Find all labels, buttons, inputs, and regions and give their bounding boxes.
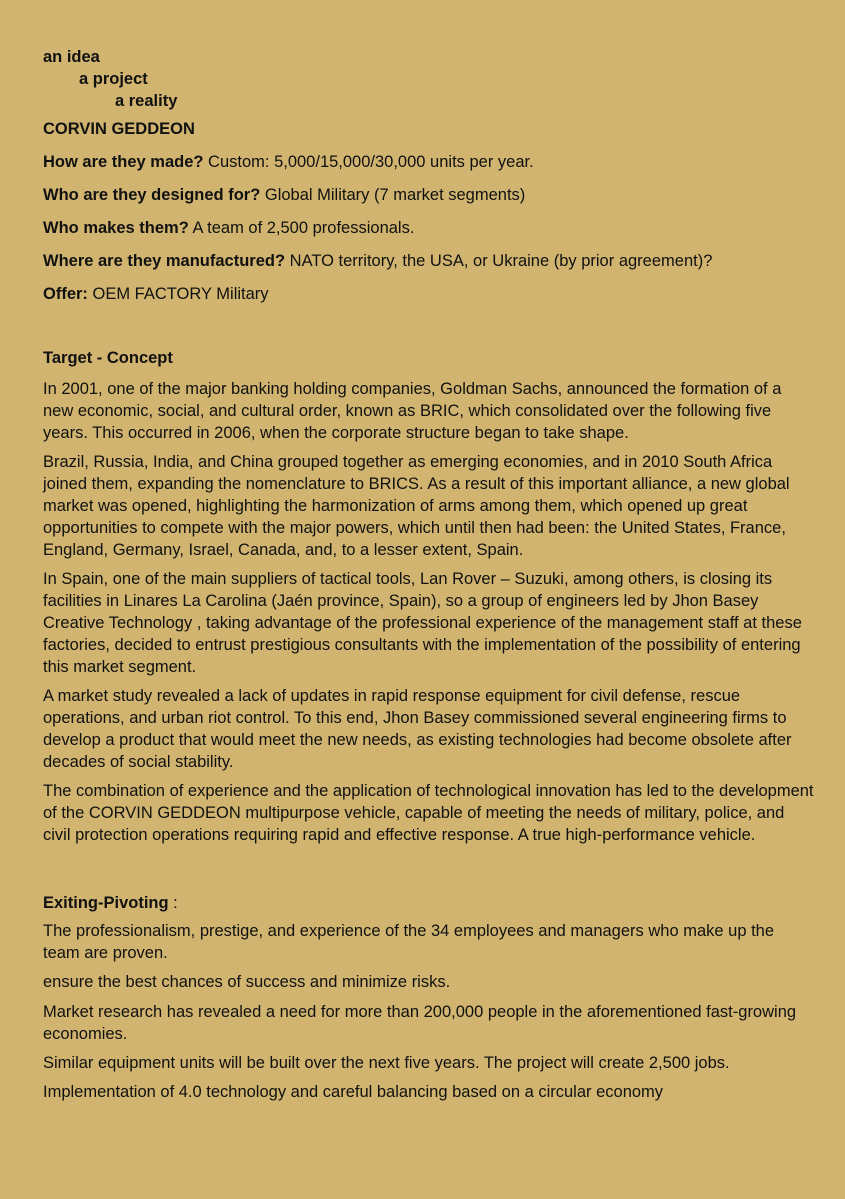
- tagline-line-2: a project: [79, 70, 148, 88]
- tagline-line-1: an idea: [43, 48, 100, 66]
- target-concept-section: [43, 378, 815, 846]
- qa-question: Who are they designed for?: [43, 186, 261, 204]
- exiting-pivoting-title: Exiting-Pivoting: [43, 894, 169, 912]
- qa-question: Offer:: [43, 285, 88, 303]
- tagline-line-3: a reality: [115, 92, 178, 110]
- qa-item-designed-for: [43, 184, 815, 206]
- qa-answer: A team of 2,500 professionals.: [188, 219, 415, 237]
- qa-answer: Custom: 5,000/15,000/30,000 units per year.: [203, 153, 534, 171]
- exiting-pivoting-heading: [43, 892, 815, 914]
- qa-question: How are they made?: [43, 153, 204, 171]
- exiting-pivoting-suffix: :: [168, 894, 178, 912]
- qa-question: Where are they manufactured?: [43, 252, 286, 270]
- qa-question: Who makes them?: [43, 219, 189, 237]
- paragraph: The combination of experience and the application of technological innovation has led to the development of the CORVIN GEDDEON multipurpose vehicle, capable of meeting the needs of military, police, and civil protection operations requiring rapid and effective response. A true high-performance vehicle.: [43, 782, 814, 844]
- paragraph: Market research has revealed a need for more than 200,000 people in the aforementioned fast-growing economies.: [43, 1003, 797, 1043]
- paragraph: Brazil, Russia, India, and China grouped together as emerging economies, and in 2010 South Africa joined them, expanding the nomenclature to BRICS. As a result of this important alliance, a new global market was opened, highlighting the harmonization of arms among them, which opened up great opportunities to compete with the major powers, which until then had been: the United States, France, England, Germany, Israel, Canada, and, to a lesser extent, Spain.: [43, 453, 790, 559]
- paragraph: Implementation of 4.0 technology and careful balancing based on a circular economy: [43, 1083, 664, 1101]
- qa-list: [43, 151, 815, 305]
- paragraph: Similar equipment units will be built over the next five years. The project will create 2,500 jobs.: [43, 1054, 730, 1072]
- exiting-pivoting-section: [43, 920, 815, 1103]
- tagline: [43, 46, 815, 112]
- target-concept-heading: Target - Concept: [43, 349, 173, 367]
- qa-item-who-makes: [43, 217, 815, 239]
- qa-item-where-manufactured: [43, 250, 815, 272]
- qa-answer: Global Military (7 market segments): [260, 186, 526, 204]
- qa-answer: NATO territory, the USA, or Ukraine (by prior agreement)?: [285, 252, 713, 270]
- paragraph: In 2001, one of the major banking holding companies, Goldman Sachs, announced the formation of a new economic, social, and cultural order, known as BRIC, which consolidated over the following five years. This occurred in 2006, when the corporate structure began to take shape.: [43, 380, 782, 442]
- qa-answer: OEM FACTORY Military: [87, 285, 269, 303]
- paragraph: The professionalism, prestige, and experience of the 34 employees and managers who make up the team are proven.: [43, 922, 775, 962]
- document-title: CORVIN GEDDEON: [43, 120, 195, 138]
- paragraph: ensure the best chances of success and minimize risks.: [43, 973, 451, 991]
- qa-item-how-made: [43, 151, 815, 173]
- qa-item-offer: [43, 283, 815, 305]
- paragraph: In Spain, one of the main suppliers of tactical tools, Lan Rover – Suzuki, among others, is closing its facilities in Linares La Carolina (Jaén province, Spain), so a group of engineers led by Jhon Basey Creative Technology , taking advantage of the professional experience of the management staff at these factories, decided to entrust prestigious consultants with the implementation of the possibility of entering this market segment.: [43, 570, 802, 676]
- paragraph: A market study revealed a lack of updates in rapid response equipment for civil defense, rescue operations, and urban riot control. To this end, Jhon Basey commissioned several engineering firms to develop a product that would meet the new needs, as existing technologies had become obsolete after decades of social stability.: [43, 687, 792, 771]
